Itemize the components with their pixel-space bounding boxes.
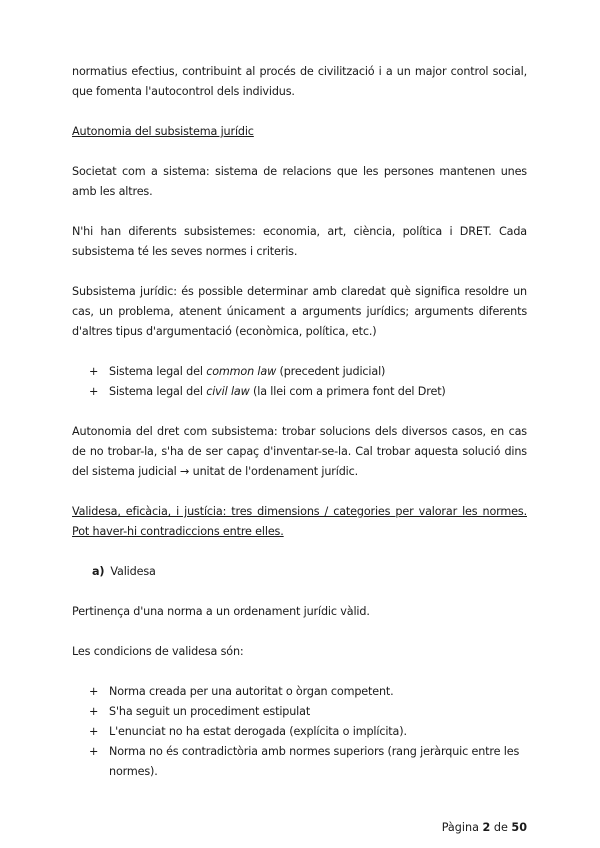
plus-bullet-icon: + <box>89 365 99 378</box>
plus-bullet-icon: + <box>89 745 99 758</box>
plus-bullet-icon: + <box>89 725 99 738</box>
section-heading-validesa: Validesa, eficàcia, i justícia: tres dimensions / categories per valorar les normes. Pot haver-hi contradiccions entre elles. <box>72 505 527 538</box>
paragraph-continuation: normatius efectius, contribuint al procés de civilització i a un major control social, que fomenta l'autocontrol dels individus. <box>72 65 527 98</box>
emphasis-text: civil law <box>206 385 250 398</box>
subsection-marker: a) <box>92 565 105 578</box>
plus-bullet-icon: + <box>89 385 99 398</box>
section-heading-autonomia: Autonomia del subsistema jurídic <box>72 125 254 138</box>
total-pages-number: 50 <box>511 821 527 834</box>
emphasis-text: common law <box>206 365 277 378</box>
page-label: Pàgina <box>441 821 479 834</box>
page-number-footer <box>442 818 527 838</box>
document-page <box>72 62 527 802</box>
list-item: + S'ha seguit un procediment estipulat <box>72 702 527 722</box>
list-item: + Sistema legal del civil law (la llei com a primera font del Dret) <box>72 382 527 402</box>
paragraph-subsistemes: N'hi han diferents subsistemes: economia, art, ciència, política i DRET. Cada subsistema té les seves normes i criteris. <box>72 225 527 258</box>
paragraph-autonomia-dret: Autonomia del dret com subsistema: trobar solucions dels diversos casos, en cas de no trobar-la, s'ha de ser capaç d'inventar-se-la. Cal trobar aquesta solució dins del sistema judicial → unitat de l'ordenament jurídic. <box>72 425 527 478</box>
validity-conditions-list <box>72 682 527 782</box>
subsection-title: Validesa <box>110 565 156 578</box>
list-item: + Sistema legal del common law (precedent judicial) <box>72 362 527 382</box>
legal-systems-list <box>72 362 527 402</box>
plus-bullet-icon: + <box>89 685 99 698</box>
paragraph-condicions: Les condicions de validesa són: <box>72 645 244 658</box>
current-page-number: 2 <box>482 821 491 834</box>
plus-bullet-icon: + <box>89 705 99 718</box>
list-item: + L'enunciat no ha estat derogada (explícita o implícita). <box>72 722 527 742</box>
paragraph-pertinenca: Pertinença d'una norma a un ordenament jurídic vàlid. <box>72 605 370 618</box>
page-of-label: de <box>493 821 508 834</box>
subsection-heading-a <box>72 562 527 582</box>
paragraph-subsistema-juridic: Subsistema jurídic: és possible determinar amb claredat què significa resoldre un cas, un problema, atenent únicament a arguments jurídics; arguments diferents d'altres tipus d'argumentació (econòmica, política, etc.) <box>72 285 527 338</box>
list-item: + Norma creada per una autoritat o òrgan competent. <box>72 682 527 702</box>
paragraph-societat: Societat com a sistema: sistema de relacions que les persones mantenen unes amb les altres. <box>72 165 527 198</box>
list-item: + Norma no és contradictòria amb normes superiors (rang jeràrquic entre les normes). <box>72 742 527 782</box>
